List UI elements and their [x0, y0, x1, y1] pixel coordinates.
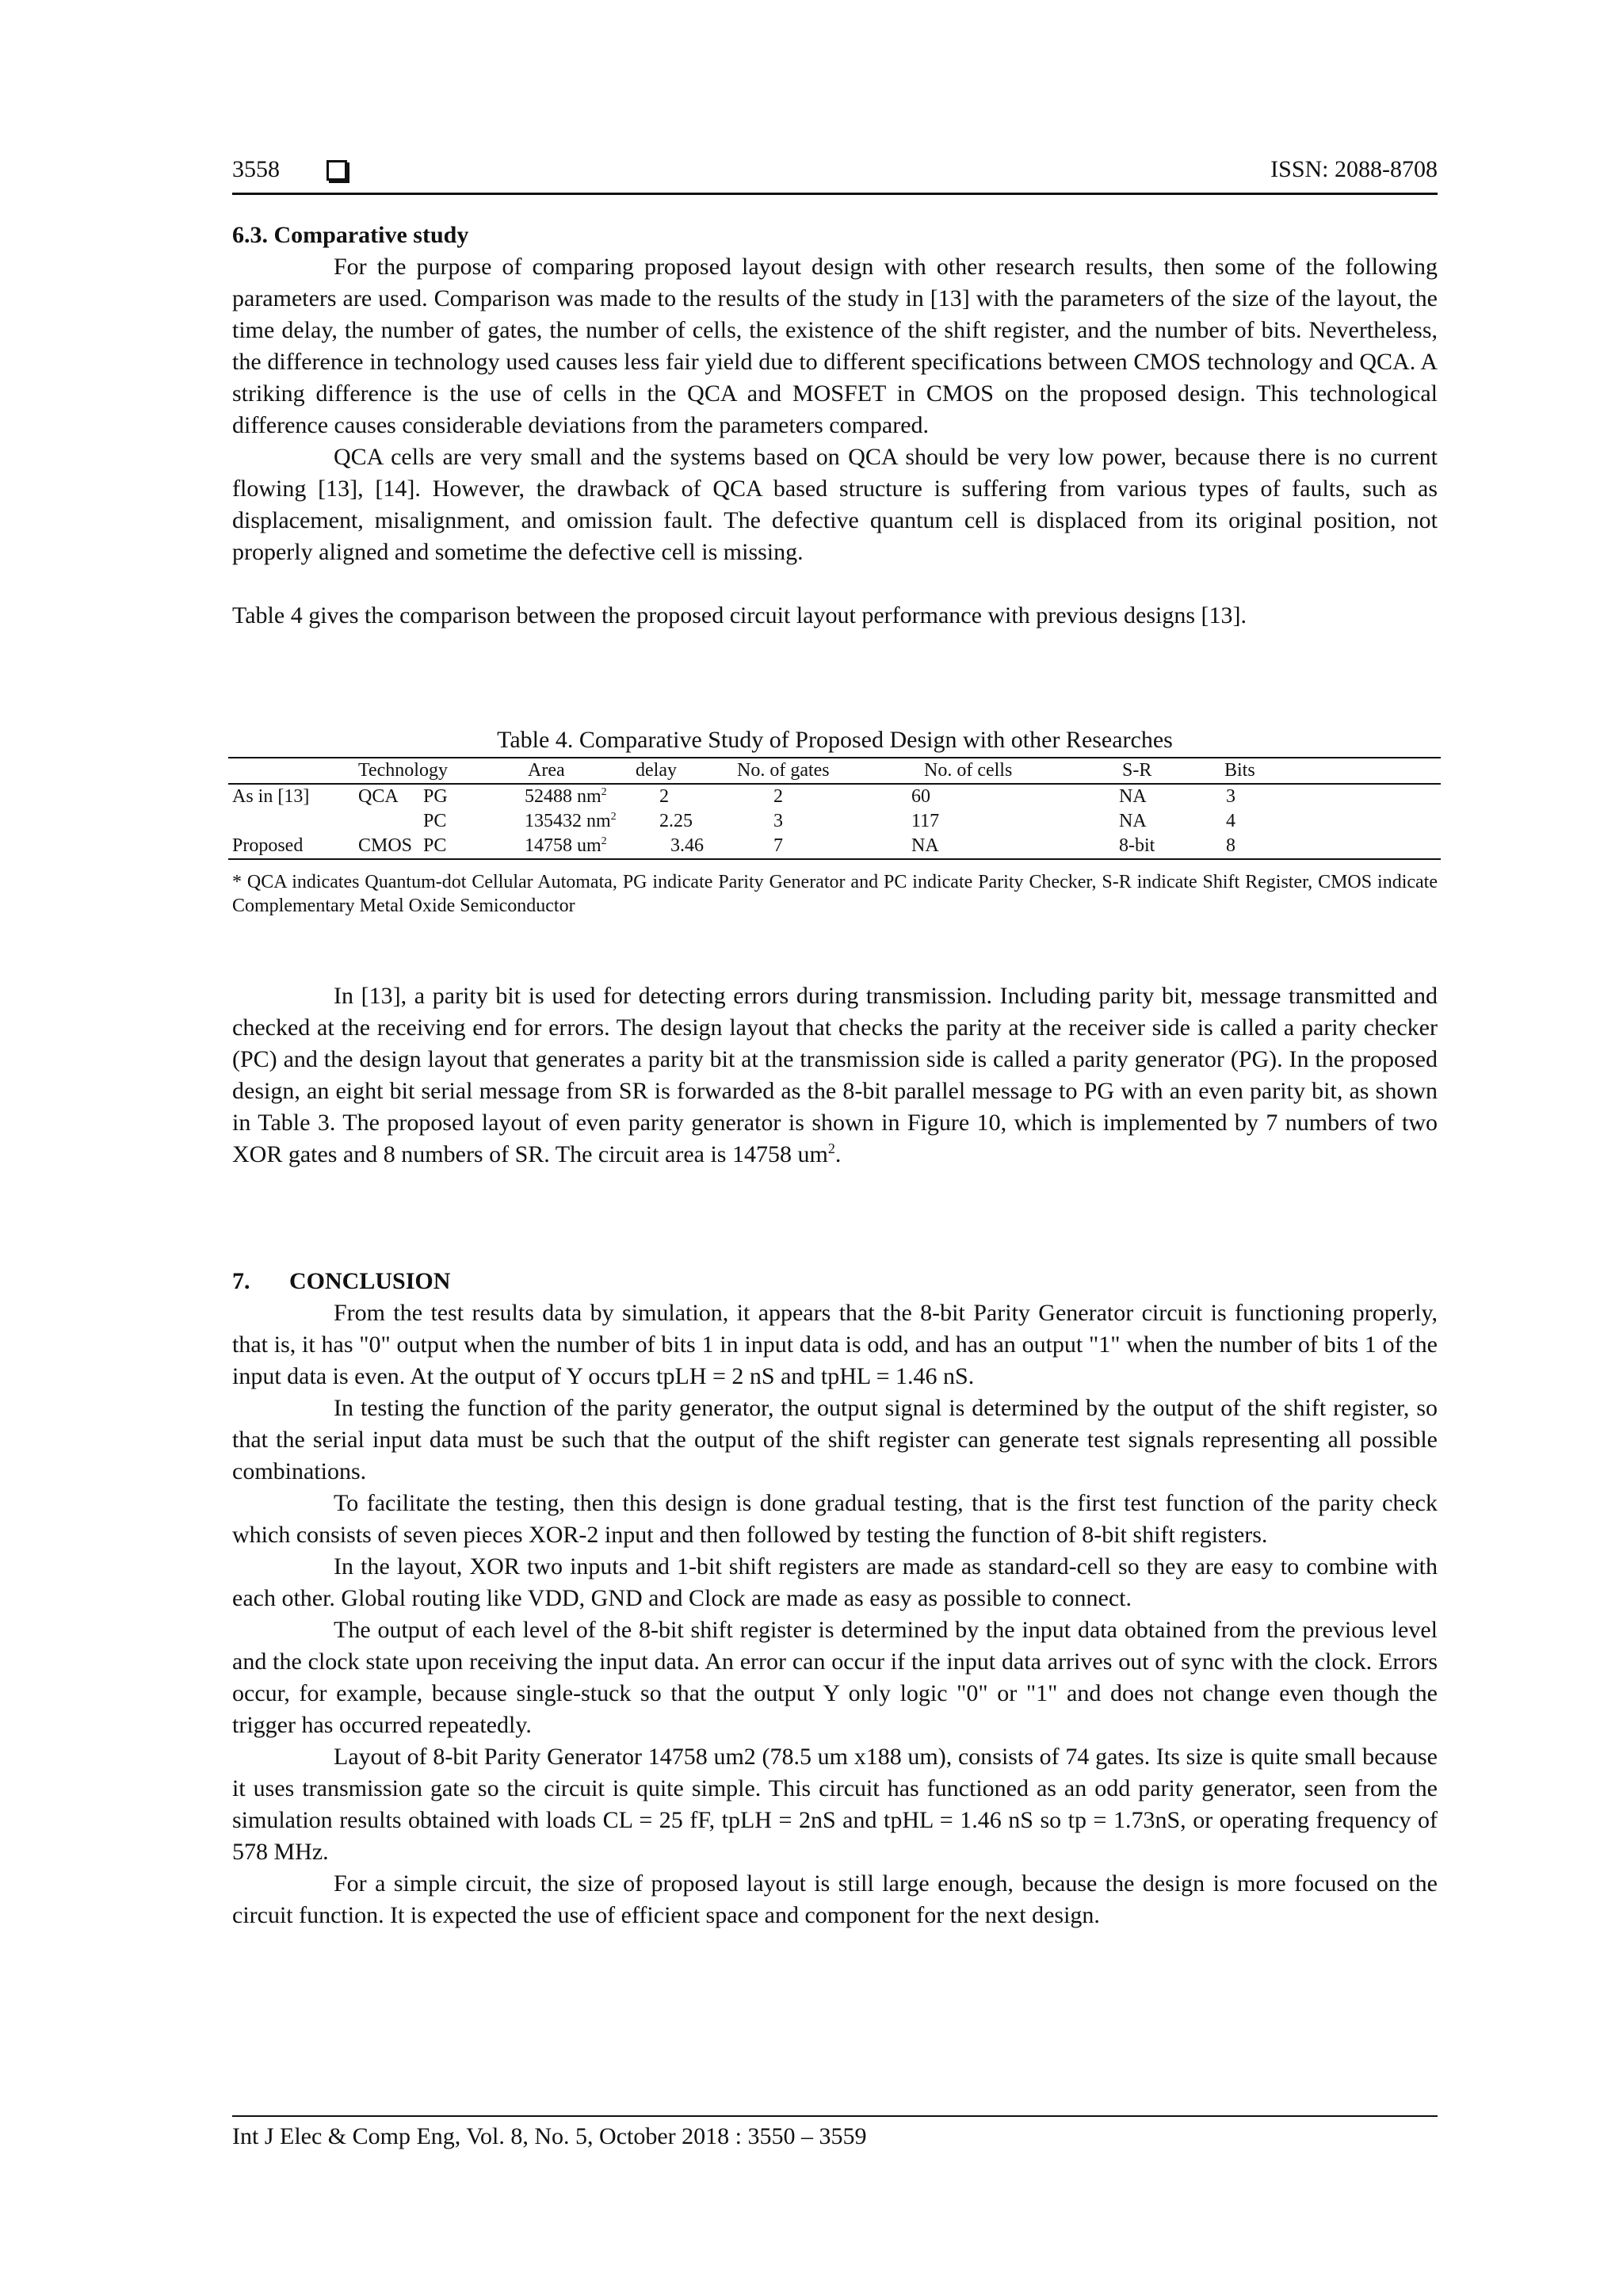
header-cell: Area — [528, 760, 565, 781]
bits-cell: 3 — [1226, 786, 1235, 807]
paragraph: In testing the function of the parity generator, the output signal is determined by the output of the shift register, so that the serial input data must be such that the output of the shift register can generate test signals representing all possible combinations. — [232, 1395, 1438, 1484]
table-caption: Table 4. Comparative Study of Proposed Design with other Researches — [497, 727, 1173, 753]
paragraph: To facilitate the testing, then this design is done gradual testing, that is the first test function of the parity check which consists of seven pieces XOR-2 input and then followed by testing the function of 8-bit shift registers. — [232, 1490, 1438, 1548]
gates-cell: 7 — [773, 835, 783, 856]
header-cell: Technology — [358, 760, 448, 781]
cells-cell: 60 — [911, 786, 930, 807]
delay-cell: 2 — [659, 786, 669, 807]
section-title: 7. CONCLUSION — [232, 1268, 451, 1294]
comparison-table — [228, 757, 1441, 860]
header-rule — [232, 193, 1438, 195]
section-conclusion — [232, 1266, 1438, 1931]
header-cell: No. of cells — [924, 760, 1013, 781]
area-cell: 135432 $nm^2$ — [525, 811, 617, 831]
paragraph: The output of each level of the 8-bit shift register is determined by the input data obtained from the previous level and the clock state upon receiving the input data. An error can occur if the input data arrives out of sync with the clock. Errors occur, for example, because single-stuck so that the output Y only logic "0" or "1" and does not change even though the trigger has occurred repeatedly. — [232, 1617, 1438, 1738]
footer-rule — [232, 2115, 1438, 2117]
cells-cell: NA — [911, 835, 939, 856]
section-title: 6.3. Comparative study — [232, 222, 469, 248]
type-cell: PC — [423, 811, 447, 831]
delay-cell: 3.46 — [670, 835, 704, 856]
cells-cell: 117 — [911, 811, 940, 831]
table-row — [228, 834, 1441, 858]
area-cell: 52488 $nm^2$ — [525, 786, 607, 807]
paragraph: For the purpose of comparing proposed layout design with other research results, then some of the following parameters are used. Comparison was made to the results of the study in [13] with the parameters of the size of the layout, the time delay, the number of gates, the number of cells, the existence of the shift register, and the number of bits. Nevertheless, the difference in technology used causes less fair yield due to different specifications between CMOS technology and QCA. A striking difference is the use of cells in the QCA and MOSFET in CMOS on the proposed design. This technological difference causes considerable deviations from the parameters compared. — [232, 254, 1438, 438]
technology-cell: QCA — [358, 786, 399, 807]
header-cell: delay — [636, 760, 677, 781]
page-header — [232, 156, 1438, 188]
type-cell: PC — [423, 835, 447, 856]
page-number: 3558 — [232, 156, 280, 182]
paragraph: Table 4 gives the comparison between the proposed circuit layout performance with previous designs [13]. — [232, 602, 1247, 628]
table-header-row — [228, 758, 1441, 783]
gates-cell: 2 — [773, 786, 783, 807]
issn-label: ISSN: 2088-8708 — [1270, 156, 1438, 182]
paragraph: In [13], a parity bit is used for detecting errors during transmission. Including parity bit, message transmitted and checked at the receiving end for errors. The design layout that checks the parity at the receiver side is called a parity checker (PC) and the design layout that generates a parity bit at the transmission side is called a parity generator (PG). In the proposed design, an eight bit serial message from SR is forwarded as the 8-bit parallel message to PG with an even parity bit, as shown in Table 3. The proposed layout of even parity generator is shown in Figure 10, which is implemented by 7 numbers of two XOR gates and 8 numbers of SR. The circuit area is 14758 $um^2$. — [232, 983, 1438, 1167]
paragraph: QCA cells are very small and the systems based on QCA should be very low power, because there is no current flowing [13], [14]. However, the drawback of QCA based structure is suffering from various types of faults, such as displacement, misalignment, and omission fault. The defective quantum cell is displaced from its original position, not properly aligned and sometime the defective cell is missing. — [232, 444, 1438, 565]
parity-paragraph-block — [232, 980, 1438, 1171]
paragraph: From the test results data by simulation, it appears that the 8-bit Parity Generator circuit is functioning properly, that is, it has "0" output when the number of bits 1 in input data is odd, and has an output "1" when the number of bits 1 of the input data is even. At the output of Y occurs tpLH = 2 nS and tpHL = 1.46 nS. — [232, 1300, 1438, 1389]
paragraph: Layout of 8-bit Parity Generator 14758 um2 (78.5 um x188 um), consists of 74 gates. Its size is quite small because it uses transmission gate so the circuit is quite simple. This circuit has functioned as an odd parity generator, seen from the simulation results obtained with loads CL = 25 fF, tpLH = 2nS and tpHL = 1.46 nS so tp = 1.73nS, or operating frequency of 578 MHz. — [232, 1744, 1438, 1865]
header-cell: S-R — [1122, 760, 1152, 781]
table-row — [228, 809, 1441, 834]
header-cell: No. of gates — [737, 760, 830, 781]
sr-cell: NA — [1119, 786, 1147, 807]
square-bullet-icon — [327, 160, 347, 181]
bits-cell: 4 — [1226, 811, 1235, 831]
technology-cell: CMOS — [358, 835, 413, 856]
delay-cell: 2.25 — [659, 811, 693, 831]
header-cell: Bits — [1224, 760, 1255, 781]
footer-citation: Int J Elec & Comp Eng, Vol. 8, No. 5, October 2018 : 3550 – 3559 — [232, 2123, 867, 2149]
table-footnote: * QCA indicates Quantum-dot Cellular Automata, PG indicate Parity Generator and PC indicate Parity Checker, S-R indicate Shift Register, CMOS indicate Complementary Metal Oxide Semiconductor — [232, 872, 1438, 916]
paragraph: In the layout, XOR two inputs and 1-bit shift registers are made as standard-cell so they are easy to combine with each other. Global routing like VDD, GND and Clock are made as easy as possible to connect. — [232, 1553, 1438, 1611]
paragraph: For a simple circuit, the size of proposed layout is still large enough, because the design is more focused on the circuit function. It is expected the use of efficient space and component for the next design. — [232, 1870, 1438, 1928]
gates-cell: 3 — [773, 811, 783, 831]
sr-cell: NA — [1119, 811, 1147, 831]
section-comparative-study — [232, 220, 1438, 632]
area-cell: 14758 $um^2$ — [525, 835, 607, 856]
row-label: Proposed — [232, 835, 304, 856]
sr-cell: 8-bit — [1119, 835, 1155, 856]
type-cell: PG — [423, 786, 448, 807]
bits-cell: 8 — [1226, 835, 1235, 856]
row-label: As in [13] — [232, 786, 310, 807]
table-row — [228, 785, 1441, 809]
